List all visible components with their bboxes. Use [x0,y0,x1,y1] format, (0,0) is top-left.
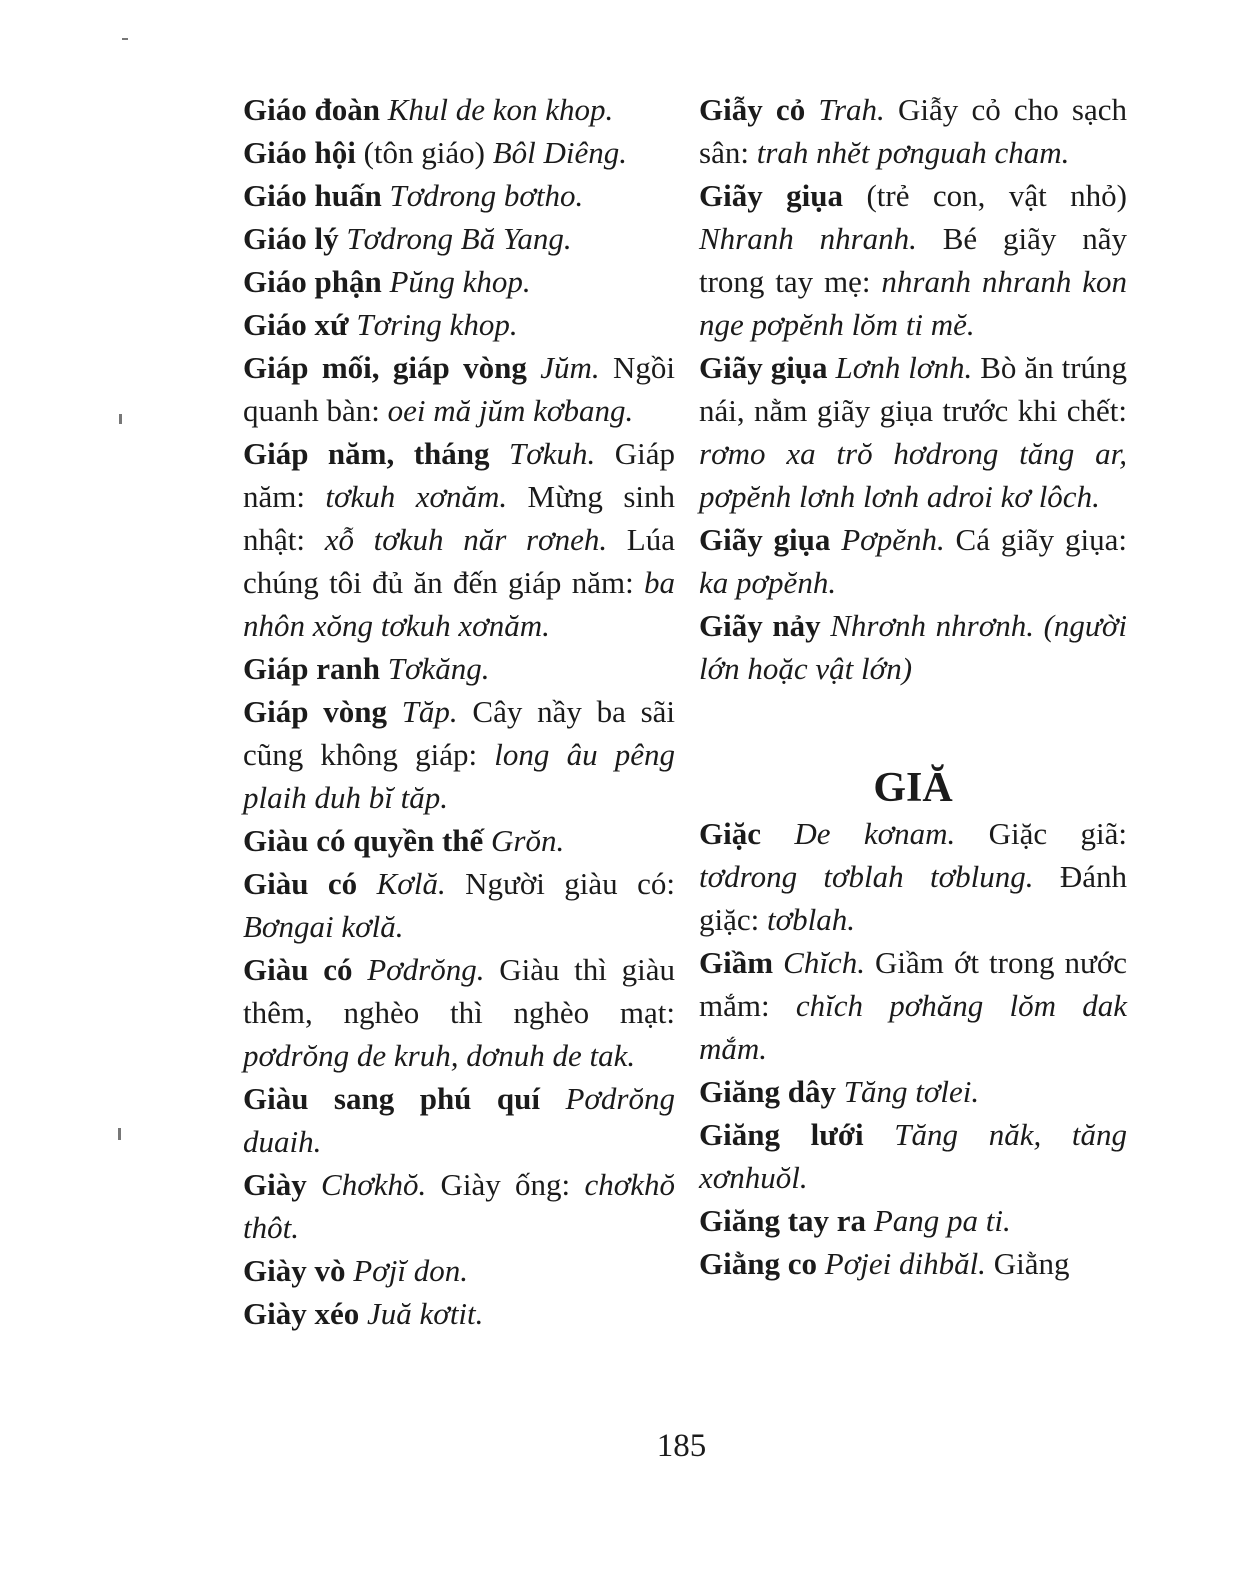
entry-gloss [387,694,402,729]
entry-headword: Giầm [699,945,774,980]
dictionary-entry [243,88,675,131]
entry-translation: Pơjĭ don. [353,1253,468,1288]
entry-translation: Nhrơnh nhrơnh. [830,608,1034,643]
entry-gloss: Giầm ớt trong nước mắm: [699,945,1127,1023]
entry-headword: Giàu có [243,952,353,987]
entry-headword: Giàu có [243,866,358,901]
entry-headword: Giàu sang phú quí [243,1081,540,1116]
entry-gloss: Mừng sinh nhật: [243,479,675,557]
entry-translation: Tơdrong Bă Yang. [346,221,572,256]
entry-translation: tơkuh xơnăm. [325,479,508,514]
entry-gloss [830,522,841,557]
entry-headword: Giăng lưới [699,1117,864,1152]
dictionary-entry [699,174,1127,346]
entry-gloss [483,823,491,858]
right-column-entries-bottom [699,812,1127,1285]
entry-headword: Giày [243,1167,307,1202]
left-column [243,88,675,1335]
right-column-entries-top [699,88,1127,690]
entry-gloss [527,350,540,385]
entry-gloss [352,952,367,987]
right-column [699,88,1127,1285]
entry-gloss: Giày ống: [426,1167,585,1202]
entry-gloss: Giàu thì giàu thêm, nghèo thì nghèo mạt: [243,952,676,1030]
entry-translation: De kơnam. [794,816,956,851]
entry-gloss [821,608,831,643]
dictionary-entry [699,1113,1127,1199]
entry-gloss: (trẻ con, vật nhỏ) [843,178,1127,213]
dictionary-entry [243,1292,675,1335]
dictionary-entry [699,812,1127,941]
entry-headword: Giáp mối, giáp vòng [243,350,527,385]
entry-gloss [828,350,836,385]
entry-headword: Giàu có quyền thế [243,823,484,858]
entry-translation: rơmo xa trŏ hơdrong tăng ar, pơpĕnh lơnh lơnh adroi kơ lôch. [699,436,1127,514]
entry-translation: nhranh nhranh kon nge pơpĕnh lŏm ti mĕ. [699,264,1128,342]
dictionary-entry [243,217,675,260]
entry-translation: Tơdrong bơtho. [389,178,584,213]
entry-translation: Pơpĕnh. [841,522,945,557]
entry-translation: ba nhôn xŏng tơkuh xơnăm. [243,565,675,643]
entry-gloss [773,945,783,980]
entry-headword: Giãy nảy [699,608,821,643]
scan-margin-mark [122,38,128,40]
entry-translation: Pơdrŏng duaih. [243,1081,675,1159]
entry-headword: Giằng co [699,1246,817,1281]
entry-headword: Giày vò [243,1253,346,1288]
entry-gloss [359,1296,367,1331]
entry-gloss: Giẫy cỏ cho sạch sân: [699,92,1127,170]
dictionary-entry [243,819,675,862]
entry-headword: Giăng tay ra [699,1203,867,1238]
section-heading: GIĂ [873,765,953,811]
entry-headword: Giặc [699,816,761,851]
dictionary-entry [699,1199,1127,1242]
dictionary-entry [243,174,675,217]
entry-translation: (người lớn hoặc vật lớn) [699,608,1127,686]
dictionary-entry [699,1242,1127,1285]
entry-translation: Juă kơtit. [367,1296,484,1331]
dictionary-entry [243,690,675,819]
dictionary-entry [243,862,675,948]
entry-gloss: Giặc giã: [955,816,1127,851]
scan-margin-mark [119,414,122,424]
entry-translation: Chĭch. [783,945,865,980]
entry-translation: trah nhĕt pơnguah cham. [756,135,1070,170]
entry-headword: Giáo lý [243,221,339,256]
dictionary-entry [243,1077,675,1163]
entry-translation: Trah. [818,92,885,127]
entry-translation: Pơdrŏng. [367,952,485,987]
entry-headword: Giáo huấn [243,178,382,213]
entry-translation: Pŭng khop. [389,264,531,299]
entry-gloss [817,1246,825,1281]
entry-translation: oei mă jŭm kơbang. [387,393,634,428]
dictionary-entry [243,647,675,690]
entry-headword: Giáo đoàn [243,92,380,127]
entry-gloss [357,866,376,901]
entry-translation: Kơlă. [376,866,446,901]
entry-gloss [836,1074,844,1109]
entry-gloss: Cây nầy ba sãi cũng không giáp: [243,694,676,772]
entry-translation: Tăng tơlei. [843,1074,980,1109]
scan-margin-mark [118,1128,121,1140]
dictionary-entry [243,1249,675,1292]
entry-translation: Tơkăng. [387,651,490,686]
entry-translation: Chơkhŏ. [321,1167,427,1202]
entry-gloss: Đánh giặc: [699,859,1127,937]
dictionary-entry [699,518,1127,604]
entry-translation: Pang pa ti. [873,1203,1011,1238]
entry-headword: Giãy giụa [699,178,844,213]
entry-gloss: Giằng [985,1246,1070,1281]
entry-gloss [490,436,509,471]
entry-headword: Giáo hội [243,135,356,170]
dictionary-entry [243,948,675,1077]
entry-headword: Giãy giụa [699,350,828,385]
entry-translation: Jŭm. [540,350,600,385]
entry-gloss [380,92,388,127]
entry-headword: Giáp vòng [243,694,387,729]
page-number: 185 [656,1428,707,1464]
entry-headword: Giáp ranh [243,651,380,686]
entry-translation: Grŏn. [491,823,565,858]
dictionary-entry [699,604,1127,690]
entry-gloss [864,1117,895,1152]
dictionary-entry [699,1070,1127,1113]
entry-gloss [380,651,388,686]
entry-translation: Bôl Diêng. [492,135,628,170]
entry-gloss: Giáp năm: [243,436,676,514]
entry-translation: Khul de kon khop. [387,92,614,127]
entry-translation: Nhranh nhranh. [699,221,917,256]
entry-translation: Tơring khop. [356,307,518,342]
entry-translation: Bơngai kơlă. [243,909,404,944]
entry-headword: Giày xéo [243,1296,360,1331]
entry-translation: Tăp. [401,694,458,729]
dictionary-entry [243,346,675,432]
entry-translation: Pơjei dihbăl. [824,1246,986,1281]
entry-headword: Giăng dây [699,1074,836,1109]
entry-gloss [307,1167,321,1202]
entry-gloss: Bé giãy nãy trong tay mẹ: [699,221,1127,299]
entry-translation: Tơkuh. [508,436,596,471]
entry-headword: Giáp năm, tháng [243,436,490,471]
entry-gloss [1034,608,1044,643]
dictionary-entry [699,346,1127,518]
entry-gloss: Người giàu có: [445,866,675,901]
entry-headword: Giáo phận [243,264,382,299]
entry-translation: chơkhŏ thôt. [243,1167,676,1245]
dictionary-entry [243,131,675,174]
entry-gloss [866,1203,874,1238]
entry-translation: ka pơpĕnh. [699,565,837,600]
entry-translation: tơblah. [767,902,856,937]
entry-gloss: Bò ăn trúng nái, nằm giãy giụa trước khi chết: [699,350,1128,428]
entry-gloss: Cá giãy giụa: [944,522,1127,557]
entry-translation: Tăng năk, tăng xơnhuŏl. [699,1117,1127,1195]
entry-translation: xỗ tơkuh năr rơneh. [324,522,608,557]
dictionary-entry [243,303,675,346]
section-spacer [699,690,1127,762]
dictionary-entry [243,260,675,303]
entry-gloss: Lúa chúng tôi đủ ăn đến giáp năm: [243,522,675,600]
entry-translation: chĭch pơhăng lŏm dak mắm. [699,988,1127,1066]
entry-headword: Giãy giụa [699,522,831,557]
entry-gloss [540,1081,565,1116]
dictionary-entry [243,1163,675,1249]
entry-gloss: (tôn giáo) [355,135,493,170]
dictionary-entry [699,941,1127,1070]
dictionary-entry [243,432,675,647]
entry-translation: pơdrŏng de kruh, dơnuh de tak. [243,1038,636,1073]
entry-gloss [805,92,818,127]
dictionary-entry [699,88,1127,174]
entry-headword: Giáo xứ [243,307,349,342]
entry-gloss [761,816,794,851]
entry-gloss: Ngồi quanh bàn: [243,350,676,428]
entry-headword: Giẫy cỏ [699,92,806,127]
entry-translation: tơdrong tơblah tơblung. [699,859,1034,894]
entry-translation: long âu pêng plaih duh bĭ tăp. [243,737,676,815]
entry-translation: Lơnh lơnh. [835,350,973,385]
